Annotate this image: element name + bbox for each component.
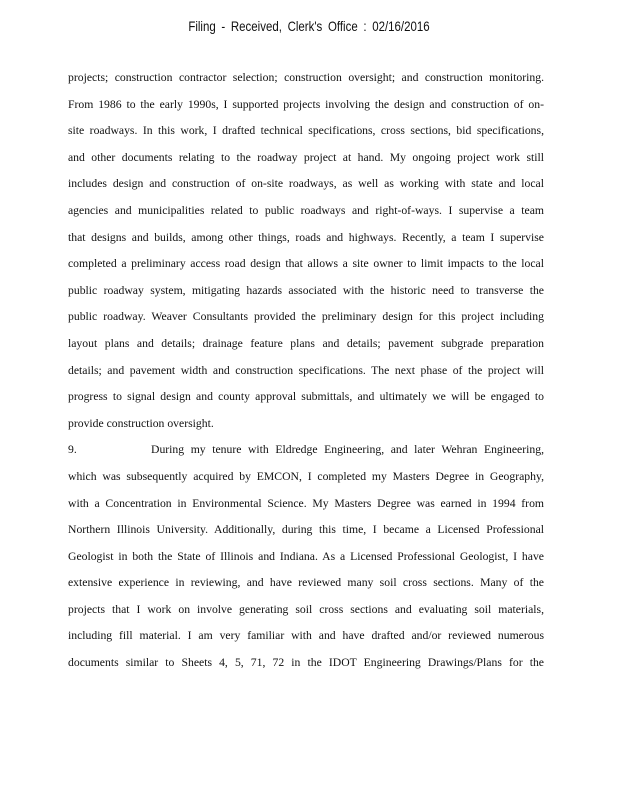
text-line: During my tenure with Eldredge Engineering, and later Wehran Engineering, bbox=[151, 443, 544, 457]
text-line: that designs and builds, among other things, roads and highways. Recently, a team I supervise bbox=[68, 230, 544, 244]
text-line: which was subsequently acquired by EMCON, I completed my Masters Degree in Geography, bbox=[68, 469, 544, 483]
text-line: details; and pavement width and construction specifications. The next phase of the project will bbox=[68, 363, 544, 377]
paragraph-9-first-line bbox=[68, 437, 544, 464]
text-line: provide construction oversight. bbox=[68, 416, 214, 430]
text-line: layout plans and details; drainage feature plans and details; pavement subgrade preparation bbox=[68, 336, 544, 350]
text-line: Geologist in both the State of Illinois and Indiana. As a Licensed Professional Geologist, I have bbox=[68, 549, 544, 563]
text-line: Northern Illinois University. Additionally, during this time, I became a Licensed Professional bbox=[68, 523, 544, 537]
filing-stamp-header: Filing - Received, Clerk's Office : 02/16/2016 bbox=[188, 18, 430, 34]
text-line: projects; construction contractor selection; construction oversight; and construction monitoring. bbox=[68, 71, 544, 84]
text-line: progress to signal design and county approval submittals, and ultimately we will be engaged to bbox=[68, 390, 544, 404]
text-line: including fill material. I am very familiar with and have drafted and/or reviewed numerous bbox=[68, 629, 544, 643]
text-line: site roadways. In this work, I drafted technical specifications, cross sections, bid specifications, bbox=[68, 124, 544, 138]
paragraph-9 bbox=[68, 437, 544, 676]
text-line: documents similar to Sheets 4, 5, 71, 72 in the IDOT Engineering Drawings/Plans for the bbox=[68, 656, 544, 670]
text-line: public roadway. Weaver Consultants provided the preliminary design for this project including bbox=[68, 310, 544, 324]
paragraph-8-continued bbox=[68, 65, 544, 437]
text-line: public roadway system, mitigating hazards associated with the historic need to transverse the bbox=[68, 283, 544, 297]
text-line: projects that I work on involve generating soil cross sections and evaluating soil materials, bbox=[68, 602, 544, 616]
text-line: with a Concentration in Environmental Science. My Masters Degree was earned in 1994 from bbox=[68, 496, 544, 510]
text-line: and other documents relating to the roadway project at hand. My ongoing project work still bbox=[68, 150, 544, 164]
text-line: agencies and municipalities related to public roadways and right-of-ways. I supervise a team bbox=[68, 203, 544, 217]
document-body bbox=[68, 65, 544, 677]
text-line: From 1986 to the early 1990s, I supported projects involving the design and construction of on- bbox=[68, 97, 544, 111]
text-line: extensive experience in reviewing, and have reviewed many soil cross sections. Many of the bbox=[68, 576, 544, 590]
text-line: includes design and construction of on-site roadways, as well as working with state and local bbox=[68, 177, 544, 191]
paragraph-number: 9. bbox=[68, 443, 77, 457]
text-line: completed a preliminary access road design that allows a site owner to limit impacts to the local bbox=[68, 257, 544, 271]
